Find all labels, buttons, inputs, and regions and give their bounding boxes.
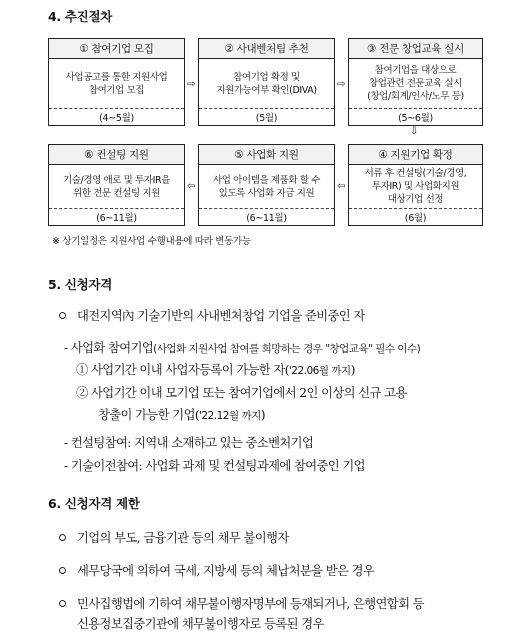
restriction-3-cont: 신용정보집중기관에 채무불이행자로 등록된 경우 <box>77 617 324 631</box>
section-title-process: 4. 추진절차 <box>48 9 112 24</box>
step-box-6 <box>48 144 185 226</box>
item1-text: ① 사업기간 이내 사업자등록이 가능한 자( <box>76 363 289 377</box>
consulting-line: - 컨설팅참여: 지역내 소재하고 있는 중소벤처기업 <box>64 436 314 450</box>
step-title: ③ 전문 창업교육 실시 <box>349 39 482 59</box>
arrow-left-icon: ⇦ <box>187 181 196 192</box>
step-body: 참여기업 확정 및 지원가능여부 확인(DIVA) <box>216 71 317 96</box>
step-box-4 <box>348 144 483 226</box>
step-body: 참여기업을 대상으로 창업관련 전문교육 실시 (창업/회계/인사/노무 등) <box>367 65 464 102</box>
circle-bullet-icon <box>59 600 66 607</box>
arrow-right-icon: ⇨ <box>337 79 346 90</box>
step-body: 사업공고를 통한 지원사업 참여기업 모집 <box>65 71 168 96</box>
step-box-5 <box>198 144 335 226</box>
restriction-2: 세무당국에 의하여 국세, 지방세 등의 체납처분을 받은 경우 <box>77 564 375 578</box>
schedule-note: ※ 상기일정은 지원사업 수행내용에 따라 변동가능 <box>52 236 251 247</box>
step-title: ⑥ 컨설팅 지원 <box>49 145 184 165</box>
item2-date: '22.12월 까지 <box>199 410 261 422</box>
circle-bullet-icon <box>59 312 66 319</box>
step-period: (5월) <box>199 108 334 125</box>
step-body: 사업 아이템을 제품화 할 수 있도록 사업화 자금 지원 <box>212 174 321 199</box>
commercialization-label: - 사업화 참여기업 <box>64 341 154 355</box>
arrow-right-icon: ⇨ <box>187 79 196 90</box>
item1-end: ) <box>350 363 355 377</box>
item1-date: '22.06월 까지 <box>288 365 351 377</box>
step-period: (6월) <box>349 208 482 225</box>
step-body: 기술/경영 애로 및 투자IR을 위한 전문 컨설팅 지원 <box>62 174 171 199</box>
eligibility-item-1 <box>76 360 355 378</box>
arrow-left-icon: ⇦ <box>337 181 346 192</box>
eligibility-main: 대전지역內 기술기반의 사내벤처창업 기업을 준비중인 자 <box>77 309 365 323</box>
step-title: ⑤ 사업화 지원 <box>199 145 334 165</box>
item2-end: ) <box>260 408 265 422</box>
step-box-3 <box>348 38 483 126</box>
tech-transfer-line: - 기술이전참여: 사업화 과제 및 컨설팅과제에 참여중인 기업 <box>64 459 365 473</box>
eligibility-item-2-cont <box>98 405 265 423</box>
commercialization-condition: (사업화 지원사업 참여를 희망하는 경우 "창업교육" 필수 이수) <box>153 343 421 355</box>
step-box-1 <box>48 38 185 126</box>
step-period: (5~6월) <box>349 108 482 125</box>
step-period: (6~11월) <box>49 208 184 225</box>
circle-bullet-icon <box>59 567 66 574</box>
restriction-1: 기업의 부도, 금융기관 등의 채무 불이행자 <box>77 531 289 545</box>
step-period: (6~11월) <box>199 208 334 225</box>
step-box-2 <box>198 38 335 126</box>
commercialization-line <box>64 338 420 356</box>
section-title-restriction: 6. 신청자격 제한 <box>48 496 140 511</box>
arrow-down-icon: ⇩ <box>410 126 419 137</box>
step-title: ④ 지원기업 확정 <box>349 145 482 165</box>
item2-text: 창출이 가능한 기업( <box>98 408 200 422</box>
step-title: ① 참여기업 모집 <box>49 39 184 59</box>
circle-bullet-icon <box>59 534 66 541</box>
step-period: (4~5월) <box>49 108 184 125</box>
step-title: ② 사내벤처팀 추천 <box>199 39 334 59</box>
restriction-3: 민사집행법에 기하여 채무불이행자명부에 등재되거나, 은행연합회 등 <box>77 597 424 611</box>
section-title-eligibility: 5. 신청자격 <box>48 277 112 292</box>
eligibility-item-2: ② 사업기간 이내 모기업 또는 참여기업에서 2인 이상의 신규 고용 <box>76 386 407 400</box>
step-body: 서류 후 컨설팅(기술/경영, 투자IR) 및 사업화지원 대상기업 선정 <box>364 168 467 205</box>
